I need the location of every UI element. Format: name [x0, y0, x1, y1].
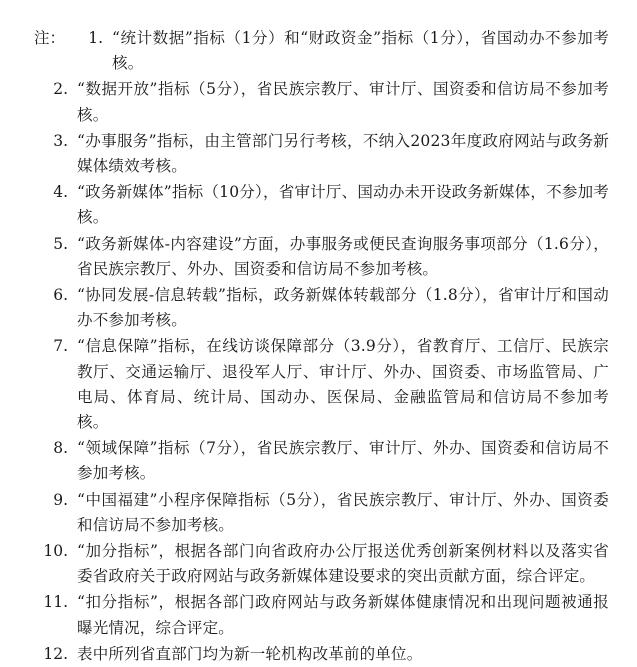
note-item — [34, 180, 609, 230]
note-number: 5. — [53, 234, 68, 253]
note-item — [34, 334, 609, 435]
note-text: “协同发展-信息转载”指标，政务新媒体转载部分（1.8分），省审计厅和国动办不参加考核。 — [77, 286, 609, 330]
note-text: “办事服务”指标，由主管部门另行考核，不纳入2023年度政府网站与政务新媒体绩效考核。 — [77, 131, 609, 176]
note-text: “政务新媒体”指标（10分），省审计厅、国动办未开设政务新媒体，不参加考核。 — [77, 183, 609, 227]
note-item — [34, 232, 609, 282]
note-number: 9. — [53, 490, 68, 509]
note-number: 8. — [53, 439, 68, 458]
note-number: 11. — [43, 593, 68, 612]
note-text: “领域保障”指标（7分），省民族宗教厅、审计厅、外办、国资委和信访局不参加考核。 — [77, 439, 609, 483]
note-item — [34, 77, 609, 127]
note-number: 12. — [43, 644, 68, 663]
note-number: 2. — [53, 80, 68, 99]
note-item — [34, 590, 609, 640]
note-item — [34, 26, 609, 76]
note-text: 表中所列省直部门均为新一轮机构改革前的单位。 — [77, 644, 423, 663]
note-number: 6. — [53, 286, 68, 305]
note-item — [34, 488, 609, 538]
note-item — [34, 436, 609, 486]
note-number: 10. — [43, 542, 68, 561]
note-text: “加分指标”，根据各部门向省政府办公厅报送优秀创新案例材料以及落实省委省政府关于政府网站与政务新媒体建设要求的突出贡献方面，综合评定。 — [77, 542, 609, 586]
note-item — [34, 642, 609, 667]
note-item — [34, 539, 609, 589]
note-item — [34, 283, 609, 333]
note-number: 4. — [53, 183, 68, 202]
note-number: 3. — [53, 131, 68, 150]
notes-list — [34, 26, 609, 667]
note-text: “数据开放”指标（5分），省民族宗教厅、审计厅、国资委和信访局不参加考核。 — [77, 80, 609, 124]
note-text: “扣分指标”，根据各部门政府网站与政务新媒体健康情况和出现问题被通报曝光情况，综合评定。 — [77, 593, 609, 637]
note-text: “信息保障”指标，在线访谈保障部分（3.9分），省教育厅、工信厅、民族宗教厅、交通运输厅、退役军人厅、审计厅、外办、国资委、市场监管局、广电局、体育局、统计局、国动办、医保局、金融监管局和信访局不参加考核。 — [77, 337, 609, 432]
note-number: 7. — [53, 337, 68, 356]
notes-marker-label: 注： — [34, 29, 66, 47]
note-number: 1. — [88, 29, 104, 47]
note-item — [34, 129, 609, 179]
note-text: “中国福建”小程序保障指标（5分），省民族宗教厅、审计厅、外办、国资委和信访局不参加考核。 — [77, 490, 609, 534]
note-text: “政务新媒体-内容建设”方面，办事服务或便民查询服务事项部分（1.6分），省民族宗教厅、外办、国资委和信访局不参加考核。 — [77, 234, 609, 278]
note-marker-group — [34, 26, 103, 51]
note-text: “统计数据”指标（1分）和“财政资金”指标（1分），省国动办不参加考核。 — [112, 29, 609, 73]
